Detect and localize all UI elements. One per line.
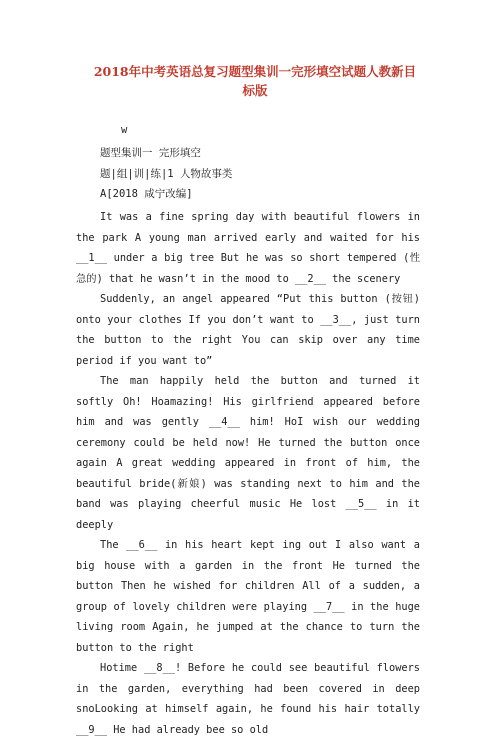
section-heading: 题型集训一 完形填空 xyxy=(100,147,201,159)
document-title: 2018年中考英语总复习题型集训一完形填空试题人教新目标版 xyxy=(93,64,417,98)
passage-paragraph-1: It was a fine spring day with beautiful flowers in the park A young man arrived early and waited for his __1__ under a big tree But he was so short tempered (性急的) that he wasn’t in the mood to __2__ the scenery xyxy=(76,211,420,285)
subsection-heading: 题|组|训|练|1 人物故事类 xyxy=(100,168,233,180)
passage-paragraph-4: The __6__ in his heart kept ing out I also want a big house with a garden in the front He turned the button Then he wished for children All of a sudden, a group of lovely children were playing __7__ in the huge living room Again, he jumped at the chance to turn the button to the right xyxy=(76,539,420,654)
source-label: A[2018 咸宁改编] xyxy=(100,188,193,200)
passage-paragraph-3: The man happily held the button and turned it softly Oh! Hoamazing! His girlfriend appeared before him and was gently __4__ him! HoI wish our wedding ceremony could be held now! He turned the button once again A great wedding appeared in front of him, the beautiful bride(新娘) was standing next to him and the band was playing cheerful music He lost __5__ in it deeply xyxy=(76,375,420,531)
marker-text: w xyxy=(121,124,128,136)
passage-paragraph-5: Hotime __8__! Before he could see beautiful flowers in the garden, everything had been covered in deep snoLooking at himself again, he found his hair totally __9__ He had already bee so old xyxy=(76,662,420,736)
passage-body xyxy=(76,207,420,740)
passage-paragraph-2: Suddenly, an angel appeared “Put this button (按钮) onto your clothes If you don’t want to __3__, just turn the button to the right You can skip over any time period if you want to” xyxy=(76,293,420,367)
